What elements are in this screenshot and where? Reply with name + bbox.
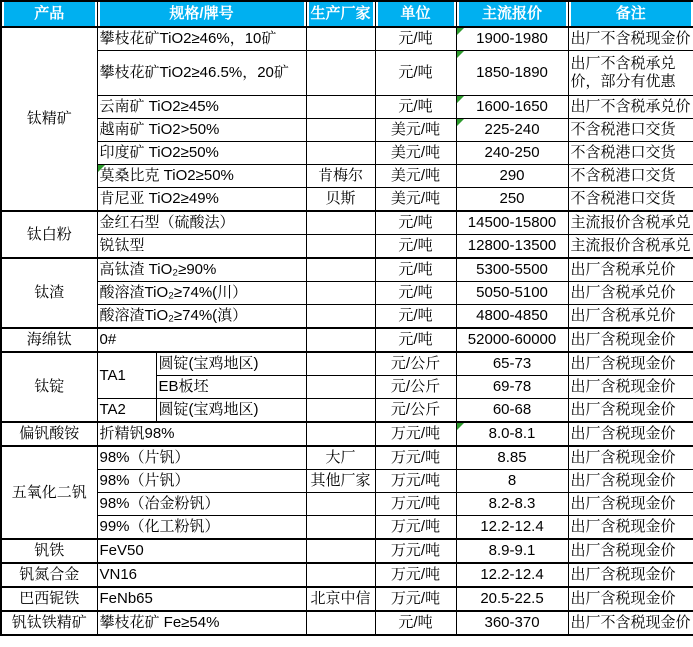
unit-cell <box>375 305 456 329</box>
price-cell <box>456 27 568 51</box>
remark-cell <box>568 470 693 493</box>
table-row <box>1 27 693 51</box>
cell-text: 万元/吨 <box>390 449 441 467</box>
remark-cell <box>568 539 693 563</box>
cell-text: 印度矿 TiO2≥50% <box>99 144 219 162</box>
producer-cell <box>306 51 375 96</box>
cell-text: 8.85 <box>497 449 527 467</box>
cell-text: 钛精矿 <box>26 110 72 128</box>
cell-text: 元/吨 <box>398 30 433 48</box>
cell-text: 出厂含税现金价 <box>570 542 676 560</box>
cell-text: 圆锭(宝鸡地区) <box>158 355 259 373</box>
error-flag-icon <box>457 119 464 126</box>
spec-cell <box>97 165 306 188</box>
table-row <box>1 211 693 235</box>
producer-cell <box>306 96 375 119</box>
table-row <box>1 611 693 635</box>
cell-text: 肯尼亚 TiO2≥49% <box>99 190 219 208</box>
cell-text: TA1 <box>99 366 126 384</box>
table-row <box>1 328 693 352</box>
unit-cell <box>375 258 456 282</box>
cell-text: 8.9-9.1 <box>488 542 536 560</box>
product-cell <box>1 446 97 539</box>
price-cell <box>456 142 568 165</box>
spec-cell <box>97 539 306 563</box>
unit-cell <box>375 446 456 470</box>
unit-cell <box>375 399 456 423</box>
spec-cell <box>97 27 306 51</box>
cell-text: 美元/吨 <box>390 167 441 185</box>
producer-cell <box>306 27 375 51</box>
spec-cell <box>156 376 306 399</box>
price-cell <box>456 119 568 142</box>
unit-cell <box>375 282 456 305</box>
table-header <box>1 1 693 27</box>
price-cell <box>456 211 568 235</box>
cell-text: 万元/吨 <box>390 472 441 490</box>
table-row <box>1 142 693 165</box>
price-cell <box>456 493 568 516</box>
product-cell <box>1 587 97 611</box>
price-cell <box>456 258 568 282</box>
price-cell <box>456 470 568 493</box>
cell-text: 攀枝花矿 Fe≥54% <box>99 614 220 632</box>
unit-cell <box>375 516 456 540</box>
product-cell <box>1 539 97 563</box>
cell-text: 元/公斤 <box>390 355 441 373</box>
cell-text: 8.0-8.1 <box>488 425 536 443</box>
producer-cell <box>306 563 375 587</box>
table-row <box>1 258 693 282</box>
spec-cell <box>97 328 306 352</box>
cell-text: 出厂不含税现金价 <box>570 30 691 48</box>
price-cell <box>456 563 568 587</box>
spec-cell <box>156 399 306 423</box>
unit-cell <box>375 235 456 259</box>
producer-cell <box>306 399 375 423</box>
cell-text: 元/吨 <box>398 98 433 116</box>
remark-cell <box>568 188 693 212</box>
cell-text: 偏钒酸铵 <box>19 425 80 443</box>
price-cell <box>456 446 568 470</box>
producer-cell <box>306 493 375 516</box>
cell-text: 出厂不含税现金价 <box>570 614 691 632</box>
producer-cell <box>306 516 375 540</box>
price-cell <box>456 305 568 329</box>
table-row <box>1 399 693 423</box>
price-cell <box>456 611 568 635</box>
table-row <box>1 352 693 376</box>
cell-text: 元/吨 <box>398 614 433 632</box>
remark-cell <box>568 563 693 587</box>
cell-text: 元/公斤 <box>390 401 441 419</box>
producer-cell <box>306 352 375 376</box>
cell-text: 钒钛铁精矿 <box>11 614 87 632</box>
cell-text: 主流报价含税承兑 <box>570 237 691 255</box>
table-row <box>1 446 693 470</box>
cell-text: 锐钛型 <box>99 237 145 255</box>
price-cell <box>456 328 568 352</box>
cell-text: 12800-13500 <box>467 237 557 255</box>
column-header-4: 单位 <box>375 1 456 27</box>
cell-text: 1600-1650 <box>476 98 548 116</box>
spec-cell <box>97 211 306 235</box>
table-row <box>1 165 693 188</box>
cell-text: 出厂不含税承兑价 <box>570 98 691 116</box>
cell-text: 250 <box>499 190 525 208</box>
cell-text: 圆锭(宝鸡地区) <box>158 401 259 419</box>
price-cell <box>456 235 568 259</box>
producer-cell <box>306 165 375 188</box>
column-header-1: 产品 <box>1 1 97 27</box>
cell-text: 万元/吨 <box>390 566 441 584</box>
cell-text: EB板坯 <box>158 378 209 396</box>
unit-cell <box>375 470 456 493</box>
remark-cell <box>568 328 693 352</box>
cell-text: 出厂含税承兑价 <box>570 284 676 302</box>
cell-text: VN16 <box>99 566 138 584</box>
producer-cell <box>306 305 375 329</box>
unit-cell <box>375 611 456 635</box>
product-cell <box>1 611 97 635</box>
producer-cell <box>306 328 375 352</box>
unit-cell <box>375 376 456 399</box>
cell-text: 其他厂家 <box>310 472 371 490</box>
cell-text: 98%（片钒） <box>99 449 190 467</box>
cell-text: 360-370 <box>484 614 540 632</box>
cell-text: 99%（化工粉钒） <box>99 518 220 536</box>
cell-text: 出厂含税现金价 <box>570 495 676 513</box>
cell-text: 北京中信 <box>310 590 371 608</box>
cell-text: 元/吨 <box>398 237 433 255</box>
remark-cell <box>568 422 693 446</box>
producer-cell <box>306 422 375 446</box>
table-row <box>1 305 693 329</box>
spec-cell <box>97 258 306 282</box>
cell-text: 钒氮合金 <box>19 566 80 584</box>
cell-text: 出厂含税现金价 <box>570 449 676 467</box>
cell-text: 万元/吨 <box>390 590 441 608</box>
remark-cell <box>568 516 693 540</box>
price-cell <box>456 539 568 563</box>
column-header-3: 生产厂家 <box>306 1 375 27</box>
column-header-6: 备注 <box>568 1 693 27</box>
cell-text: 元/吨 <box>398 331 433 349</box>
unit-cell <box>375 51 456 96</box>
cell-text: 钛渣 <box>34 284 65 302</box>
cell-text: 主流报价含税承兑 <box>570 214 691 232</box>
cell-text: 云南矿 TiO2≥45% <box>99 98 219 116</box>
unit-cell <box>375 165 456 188</box>
price-cell <box>456 352 568 376</box>
unit-cell <box>375 422 456 446</box>
cell-text: 越南矿 TiO2>50% <box>99 121 220 139</box>
cell-text: 钛锭 <box>34 378 65 396</box>
unit-cell <box>375 563 456 587</box>
cell-text: 出厂含税现金价 <box>570 590 676 608</box>
spec-cell <box>97 235 306 259</box>
cell-text: 69-78 <box>492 378 532 396</box>
cell-text: 折精钒98% <box>99 425 175 443</box>
remark-cell <box>568 399 693 423</box>
cell-text: 金红石型（硫酸法） <box>99 214 235 232</box>
cell-text: 元/吨 <box>398 214 433 232</box>
producer-cell <box>306 539 375 563</box>
price-cell <box>456 165 568 188</box>
spec-cell <box>97 493 306 516</box>
cell-text: 出厂含税现金价 <box>570 378 676 396</box>
cell-text: 出厂含税现金价 <box>570 472 676 490</box>
remark-cell <box>568 446 693 470</box>
price-cell <box>456 51 568 96</box>
cell-text: 五氧化二钒 <box>11 483 87 501</box>
cell-text: 225-240 <box>484 121 540 139</box>
cell-text: 290 <box>499 167 525 185</box>
cell-text: 元/公斤 <box>390 378 441 396</box>
cell-text: 元/吨 <box>398 64 433 82</box>
spec-cell <box>97 188 306 212</box>
spec-cell <box>97 611 306 635</box>
table-row <box>1 188 693 212</box>
producer-cell <box>306 470 375 493</box>
cell-text: 高钛渣 TiO₂≥90% <box>99 261 217 279</box>
unit-cell <box>375 119 456 142</box>
product-cell <box>1 352 97 422</box>
product-cell <box>1 258 97 328</box>
price-cell <box>456 96 568 119</box>
column-header-2: 规格/牌号 <box>97 1 306 27</box>
remark-cell <box>568 352 693 376</box>
table-row <box>1 119 693 142</box>
remark-cell <box>568 142 693 165</box>
cell-text: 海绵钛 <box>26 331 72 349</box>
cell-text: 出厂含税现金价 <box>570 518 676 536</box>
spec-cell <box>156 352 306 376</box>
price-cell <box>456 282 568 305</box>
cell-text: 12.2-12.4 <box>480 566 544 584</box>
cell-text: 不含税港口交货 <box>570 144 676 162</box>
error-flag-icon <box>457 96 464 103</box>
cell-text: 20.5-22.5 <box>480 590 544 608</box>
cell-text: 酸溶渣TiO₂≥74%(川） <box>99 284 248 302</box>
cell-text: 贝斯 <box>325 190 356 208</box>
remark-cell <box>568 27 693 51</box>
cell-text: 元/吨 <box>398 261 433 279</box>
cell-text: 巴西铌铁 <box>19 590 80 608</box>
cell-text: 12.2-12.4 <box>480 518 544 536</box>
product-cell <box>1 563 97 587</box>
price-cell <box>456 188 568 212</box>
unit-cell <box>375 188 456 212</box>
cell-text: 钒铁 <box>34 542 65 560</box>
cell-text: 出厂含税现金价 <box>570 425 676 443</box>
cell-text: 4800-4850 <box>476 307 548 325</box>
remark-cell <box>568 493 693 516</box>
unit-cell <box>375 539 456 563</box>
cell-text: 元/吨 <box>398 307 433 325</box>
cell-text: TA2 <box>99 401 126 419</box>
spec-cell <box>97 422 306 446</box>
cell-text: 1900-1980 <box>476 30 548 48</box>
remark-cell <box>568 165 693 188</box>
table-row <box>1 96 693 119</box>
cell-text: 不含税港口交货 <box>570 121 676 139</box>
table-row <box>1 587 693 611</box>
unit-cell <box>375 211 456 235</box>
product-cell <box>1 211 97 258</box>
cell-text: 出厂含税现金价 <box>570 401 676 419</box>
spec-cell <box>97 96 306 119</box>
cell-text: 元/吨 <box>398 284 433 302</box>
unit-cell <box>375 27 456 51</box>
producer-cell <box>306 587 375 611</box>
error-flag-icon <box>457 423 464 430</box>
remark-cell <box>568 51 693 96</box>
price-cell <box>456 516 568 540</box>
table-row <box>1 563 693 587</box>
price-cell <box>456 587 568 611</box>
remark-cell <box>568 235 693 259</box>
table-row <box>1 516 693 540</box>
spec-cell <box>97 587 306 611</box>
product-cell <box>1 27 97 211</box>
cell-text: 钛白粉 <box>26 225 72 243</box>
error-flag-icon <box>98 165 105 172</box>
table-row <box>1 539 693 563</box>
cell-text: FeV50 <box>99 542 144 560</box>
cell-text: 不含税港口交货 <box>570 190 676 208</box>
error-flag-icon <box>457 28 464 35</box>
cell-text: 攀枝花矿TiO2≥46%，10矿 <box>99 30 277 48</box>
producer-cell <box>306 611 375 635</box>
remark-cell <box>568 282 693 305</box>
producer-cell <box>306 235 375 259</box>
spec-cell <box>97 119 306 142</box>
cell-text: 60-68 <box>492 401 532 419</box>
spec-cell <box>97 51 306 96</box>
remark-cell <box>568 96 693 119</box>
producer-cell <box>306 119 375 142</box>
cell-text: 8.2-8.3 <box>488 495 536 513</box>
product-cell <box>1 328 97 352</box>
cell-text: 万元/吨 <box>390 495 441 513</box>
cell-text: 98%（片钒） <box>99 472 190 490</box>
cell-text: 美元/吨 <box>390 190 441 208</box>
price-cell <box>456 376 568 399</box>
cell-text: 出厂含税现金价 <box>570 331 676 349</box>
remark-cell <box>568 305 693 329</box>
unit-cell <box>375 96 456 119</box>
grade-cell <box>97 399 156 423</box>
remark-cell <box>568 611 693 635</box>
table-row <box>1 493 693 516</box>
producer-cell <box>306 258 375 282</box>
table-row <box>1 470 693 493</box>
cell-text: 5050-5100 <box>476 284 548 302</box>
spec-cell <box>97 142 306 165</box>
cell-text: 出厂含税现金价 <box>570 566 676 584</box>
cell-text: 14500-15800 <box>467 214 557 232</box>
spec-cell <box>97 305 306 329</box>
cell-text: 8 <box>507 472 517 490</box>
producer-cell <box>306 446 375 470</box>
unit-cell <box>375 328 456 352</box>
cell-text: 98%（冶金粉钒） <box>99 495 220 513</box>
cell-text: 240-250 <box>484 144 540 162</box>
cell-text: 52000-60000 <box>467 331 557 349</box>
remark-cell <box>568 119 693 142</box>
cell-text: 美元/吨 <box>390 144 441 162</box>
cell-text: 65-73 <box>492 355 532 373</box>
spec-cell <box>97 516 306 540</box>
table-row <box>1 235 693 259</box>
cell-text: 不含税港口交货 <box>570 167 676 185</box>
producer-cell <box>306 211 375 235</box>
remark-cell <box>568 376 693 399</box>
unit-cell <box>375 587 456 611</box>
table-body <box>1 27 693 635</box>
table-row <box>1 282 693 305</box>
cell-text: 攀枝花矿TiO2≥46.5%，20矿 <box>99 64 289 82</box>
producer-cell <box>306 376 375 399</box>
header-row <box>1 1 693 27</box>
producer-cell <box>306 282 375 305</box>
cell-text: 5300-5500 <box>476 261 548 279</box>
spec-cell <box>97 282 306 305</box>
cell-text: 肯梅尔 <box>318 167 364 185</box>
remark-cell <box>568 258 693 282</box>
cell-text: 出厂含税承兑价 <box>570 307 676 325</box>
cell-text: FeNb65 <box>99 590 153 608</box>
remark-cell <box>568 587 693 611</box>
cell-text: 大厂 <box>325 449 356 467</box>
cell-text: 酸溶渣TiO₂≥74%(滇） <box>99 307 248 325</box>
cell-text: 万元/吨 <box>390 518 441 536</box>
cell-text: 万元/吨 <box>390 542 441 560</box>
cell-text: 1850-1890 <box>476 64 548 82</box>
spec-cell <box>97 446 306 470</box>
cell-text: 出厂含税现金价 <box>570 355 676 373</box>
unit-cell <box>375 142 456 165</box>
product-cell <box>1 422 97 446</box>
unit-cell <box>375 493 456 516</box>
price-cell <box>456 422 568 446</box>
producer-cell <box>306 188 375 212</box>
cell-text: 万元/吨 <box>390 425 441 443</box>
cell-text: 出厂不含税承兑价，部分有优惠 <box>570 55 676 90</box>
table-row <box>1 51 693 96</box>
spec-cell <box>97 563 306 587</box>
remark-cell <box>568 211 693 235</box>
table-row <box>1 422 693 446</box>
spec-cell <box>97 470 306 493</box>
cell-text: 美元/吨 <box>390 121 441 139</box>
unit-cell <box>375 352 456 376</box>
error-flag-icon <box>457 51 464 58</box>
price-cell <box>456 399 568 423</box>
column-header-5: 主流报价 <box>456 1 568 27</box>
producer-cell <box>306 142 375 165</box>
grade-cell <box>97 352 156 399</box>
cell-text: 0# <box>99 331 117 349</box>
cell-text: 出厂含税承兑价 <box>570 261 676 279</box>
cell-text: 莫桑比克 TiO2≥50% <box>99 167 234 185</box>
